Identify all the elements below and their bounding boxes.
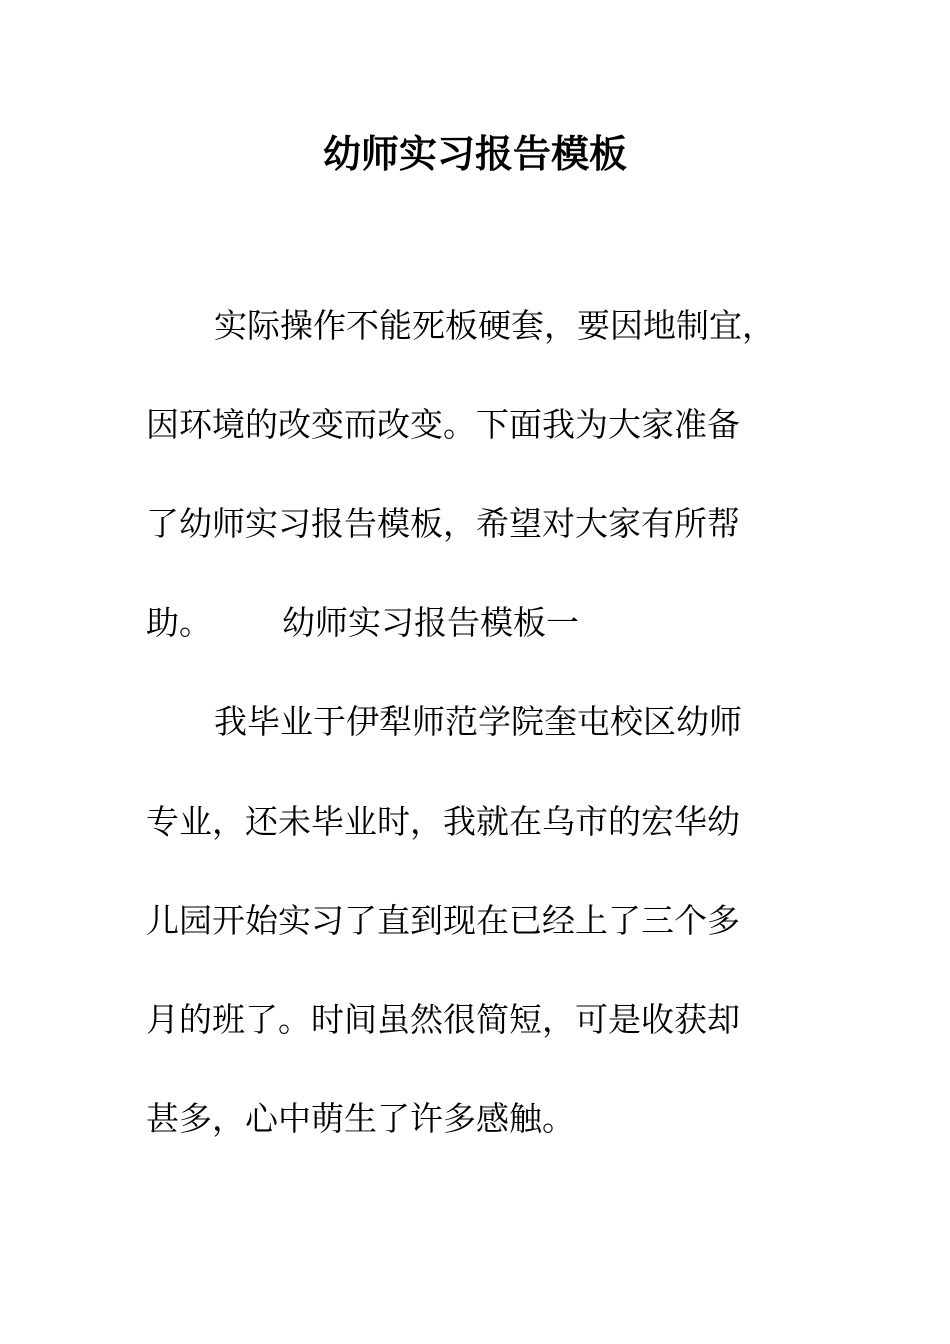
paragraph-1-line-2: 因环境的改变而改变。下面我为大家准备: [146, 405, 740, 444]
paragraph-2-line-3: 儿园开始实习了直到现在已经上了三个多: [146, 901, 740, 940]
paragraph-1-line-4-text: 助。: [146, 603, 212, 642]
section-heading: 幼师实习报告模板一: [282, 603, 579, 642]
paragraph-1-line-4: [146, 601, 579, 645]
document-title: 幼师实习报告模板: [322, 131, 627, 176]
paragraph-1-line-1: 实际操作不能死板硬套，要因地制宜，: [214, 306, 775, 345]
paragraph-2-line-2: 专业，还未毕业时，我就在乌市的宏华幼: [146, 802, 740, 841]
paragraph-2-line-4: 月的班了。时间虽然很简短，可是收获却: [146, 1000, 740, 1039]
paragraph-2-line-5: 甚多，心中萌生了许多感触。: [146, 1099, 575, 1138]
paragraph-2-line-1: 我毕业于伊犁师范学院奎屯校区幼师: [214, 702, 742, 741]
paragraph-1-line-3: 了幼师实习报告模板，希望对大家有所帮: [146, 504, 740, 543]
